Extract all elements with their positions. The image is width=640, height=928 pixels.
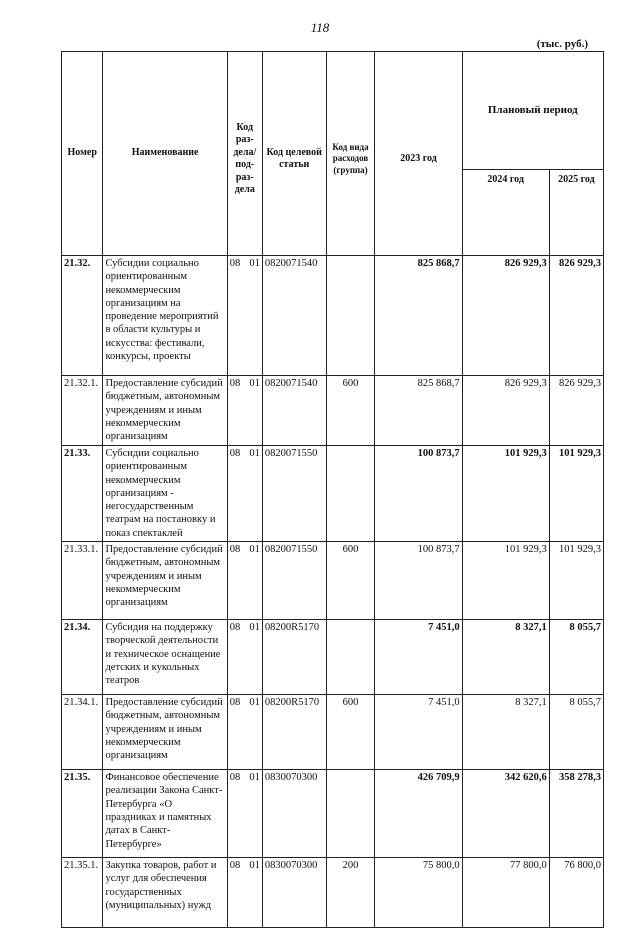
row-amount-2024: 8 327,1 [462, 620, 549, 695]
row-target-article: 08200R5170 [262, 695, 326, 770]
row-name: Субсидия на поддержку творческой деятельности и техническое оснащение детских и кукольных театров [103, 620, 227, 695]
row-podrazdel-code: 01 [249, 258, 260, 269]
table-row [62, 695, 604, 770]
row-amount-2024: 101 929,3 [462, 446, 549, 542]
row-razdel-code: 08 [229, 544, 241, 556]
row-amount-2023: 75 800,0 [375, 858, 462, 928]
header-expense-type: Код вида расходов (группа) [326, 52, 375, 256]
row-razdel [227, 858, 262, 928]
row-amount-2023: 7 451,0 [375, 620, 462, 695]
row-amount-2023: 7 451,0 [375, 695, 462, 770]
row-target-article: 0820071540 [262, 256, 326, 376]
row-expense-type [326, 256, 375, 376]
header-year-2023: 2023 год [375, 52, 462, 256]
row-podrazdel-code: 01 [249, 544, 260, 556]
header-year-2024: 2024 год [462, 170, 549, 256]
row-razdel-code: 08 [229, 622, 241, 634]
row-expense-type: 600 [326, 695, 375, 770]
row-number: 21.33. [62, 446, 103, 542]
row-amount-2024: 8 327,1 [462, 695, 549, 770]
table-row [62, 620, 604, 695]
row-expense-type: 200 [326, 858, 375, 928]
row-razdel-code: 08 [229, 258, 241, 269]
row-razdel-code: 08 [229, 378, 241, 389]
row-amount-2025: 101 929,3 [549, 542, 603, 620]
row-amount-2025: 8 055,7 [549, 620, 603, 695]
row-number: 21.33.1. [62, 542, 103, 620]
row-amount-2023: 100 873,7 [375, 446, 462, 542]
row-name: Субсидии социально ориентированным некоммерческим организациям - негосударственным театрам на постановку и показ спектаклей [103, 446, 227, 542]
row-target-article: 0830070300 [262, 770, 326, 858]
row-amount-2023: 426 709,9 [375, 770, 462, 858]
row-amount-2025: 76 800,0 [549, 858, 603, 928]
row-number: 21.32. [62, 256, 103, 376]
row-target-article: 0820071540 [262, 376, 326, 446]
row-expense-type [326, 620, 375, 695]
row-razdel [227, 620, 262, 695]
header-name: Наименование [103, 52, 227, 256]
row-name: Предоставление субсидий бюджетным, автономным учреждениям и иным некоммерческим организациям [103, 376, 227, 446]
header-razdel: Код раз-дела/ под-раз-дела [227, 52, 262, 256]
row-target-article: 0830070300 [262, 858, 326, 928]
row-number: 21.34.1. [62, 695, 103, 770]
row-razdel-code: 08 [229, 697, 241, 709]
table-row [62, 542, 604, 620]
row-razdel-code: 08 [229, 860, 241, 872]
units-label: (тыс. руб.) [536, 38, 588, 50]
row-podrazdel-code: 01 [249, 860, 260, 872]
row-number: 21.32.1. [62, 376, 103, 446]
row-target-article: 08200R5170 [262, 620, 326, 695]
row-podrazdel-code: 01 [249, 448, 260, 459]
row-target-article: 0820071550 [262, 446, 326, 542]
row-name: Субсидии социально ориентированным некоммерческим организациям на проведение мероприятий в области культуры и искусства: фестивали, конкурсы, проекты [103, 256, 227, 376]
row-razdel [227, 770, 262, 858]
row-expense-type: 600 [326, 542, 375, 620]
row-podrazdel-code: 01 [249, 772, 260, 784]
row-amount-2025: 8 055,7 [549, 695, 603, 770]
row-podrazdel-code: 01 [249, 697, 260, 709]
row-razdel [227, 256, 262, 376]
header-plan-period: Плановый период [462, 52, 603, 170]
row-razdel [227, 542, 262, 620]
header-year-2025: 2025 год [549, 170, 603, 256]
row-amount-2025: 826 929,3 [549, 256, 603, 376]
table-row [62, 770, 604, 858]
row-expense-type [326, 770, 375, 858]
row-podrazdel-code: 01 [249, 622, 260, 634]
row-name: Предоставление субсидий бюджетным, автономным учреждениям и иным некоммерческим организациям [103, 542, 227, 620]
table-row [62, 858, 604, 928]
row-expense-type: 600 [326, 376, 375, 446]
row-podrazdel-code: 01 [249, 378, 260, 389]
budget-table [61, 51, 604, 928]
row-amount-2024: 826 929,3 [462, 376, 549, 446]
table-row [62, 376, 604, 446]
row-razdel [227, 376, 262, 446]
row-name: Предоставление субсидий бюджетным, автономным учреждениям и иным некоммерческим организациям [103, 695, 227, 770]
row-amount-2023: 825 868,7 [375, 376, 462, 446]
row-razdel [227, 446, 262, 542]
row-number: 21.35. [62, 770, 103, 858]
row-amount-2025: 101 929,3 [549, 446, 603, 542]
row-amount-2024: 826 929,3 [462, 256, 549, 376]
row-name: Финансовое обеспечение реализации Закона Санкт-Петербурга «О праздниках и памятных датах в Санкт-Петербурге» [103, 770, 227, 858]
row-target-article: 0820071550 [262, 542, 326, 620]
page-number: 118 [310, 20, 330, 35]
row-expense-type [326, 446, 375, 542]
row-amount-2024: 101 929,3 [462, 542, 549, 620]
row-amount-2025: 826 929,3 [549, 376, 603, 446]
row-amount-2024: 77 800,0 [462, 858, 549, 928]
row-razdel-code: 08 [229, 772, 241, 784]
header-target-article: Код целевой статьи [262, 52, 326, 256]
row-razdel [227, 695, 262, 770]
row-amount-2024: 342 620,6 [462, 770, 549, 858]
row-number: 21.34. [62, 620, 103, 695]
row-amount-2023: 825 868,7 [375, 256, 462, 376]
table-row [62, 446, 604, 542]
header-number: Номер [62, 52, 103, 256]
table-row [62, 256, 604, 376]
row-number: 21.35.1. [62, 858, 103, 928]
row-razdel-code: 08 [229, 448, 241, 459]
row-amount-2025: 358 278,3 [549, 770, 603, 858]
row-name: Закупка товаров, работ и услуг для обеспечения государственных (муниципальных) нужд [103, 858, 227, 928]
row-amount-2023: 100 873,7 [375, 542, 462, 620]
